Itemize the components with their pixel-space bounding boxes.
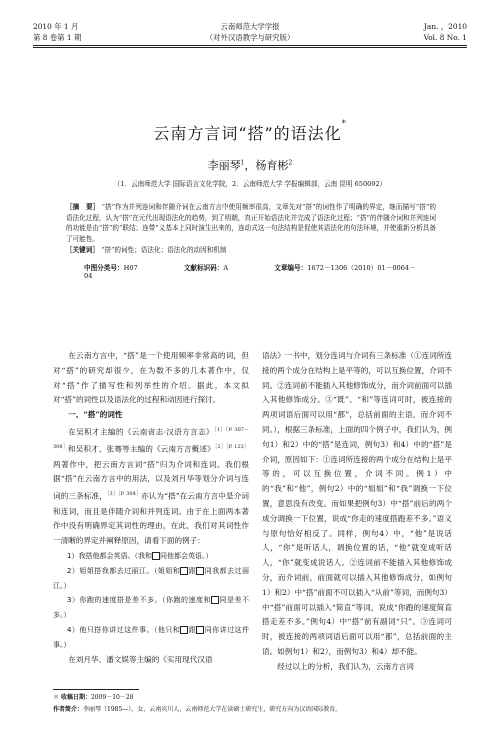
text-run: 两著作中，把云南方言词“搭”归为介词和连词。我们根据“搭”在云南方言中的用法，以及刘月华等划分介词与连词的三条标准， <box>53 459 249 501</box>
text-run: 亦认为“搭”在云南方言中是介词和连词，而且是伴随介词和并列连词。由于在上面两本著作中没有明确界定其词性的理由，在此，我们对其词性作一清晰的界定并阐释原因，请看下面的例子： <box>53 491 249 546</box>
body-paragraph-continued: 在刘月华、潘文娱等主编的《实用现代汉语 <box>68 654 213 664</box>
article-title <box>0 121 500 144</box>
text-run: 在吴积才主编的《云南省志·汉语方言志》 <box>68 427 214 437</box>
affiliation: （1．云南师范大学 国际语言文化学院，2．云南师范大学 学报编辑部，云南 昆明 650092） <box>113 180 387 188</box>
text-run: 跟 <box>188 625 197 634</box>
abstract-label: ［摘 要］ <box>66 203 100 211</box>
left-column <box>53 349 249 667</box>
box-glyph <box>152 552 160 560</box>
journal-name: 云南师范大学学报 <box>220 22 280 31</box>
author-1-affil: 1 <box>240 159 245 167</box>
text-run: 同是差不多。） <box>53 596 250 620</box>
text-run: 和吴积才、张骞等主编的《云南方言概述》 <box>67 444 215 454</box>
journal-edition: （对外汉语教学与研究版） <box>205 32 295 42</box>
body-paragraph <box>53 423 249 549</box>
header-rule-thin <box>33 47 467 48</box>
author-bio: 李丽琴（1985—），女，云南宾川人，云南师范大学在读硕士研究生，研究方向为汉语国际教育。 <box>83 706 342 713</box>
text-run: 同他都会英语。） <box>159 551 213 560</box>
author-separator: ， <box>244 159 256 172</box>
received-date: 2009－10－28 <box>90 694 134 701</box>
footnote-author <box>53 705 473 715</box>
keywords: “搭”的词性；语法化；语法化的动因和机制 <box>101 245 227 254</box>
clc-number: H07 <box>123 264 138 272</box>
section-heading: 一、“搭”的词性 <box>68 410 123 420</box>
author-bio-label: 作者简介： <box>53 706 84 713</box>
footnote-rule <box>53 689 139 690</box>
example-2 <box>53 564 249 594</box>
text-run: 1）我搭他都会英语。（我和 <box>67 551 152 560</box>
citation: ［2］［P. 123］ <box>214 444 249 451</box>
title-footnote-marker: * <box>341 119 347 128</box>
text-run: 2）姐姐搭我都去过丽江。（姐姐和 <box>67 566 181 575</box>
box-glyph <box>211 596 219 604</box>
text-run: 3）你跑的速度搭是差不多。（你跑的速度和 <box>67 596 211 605</box>
doc-code: A <box>223 264 229 272</box>
citation: ［1］［P. 307－308］ <box>53 426 249 451</box>
footnote-received <box>53 693 473 703</box>
doc-code-label: 文献标识码： <box>183 264 224 272</box>
author-line <box>0 157 500 173</box>
header-volume: 第 8 卷第 1 期 <box>33 32 82 42</box>
author-1: 李丽琴 <box>207 159 241 172</box>
text-run: 同你讲过这件事。） <box>53 625 249 649</box>
abstract-text: “搭”作为并列连词和伴随介词在云南方言中使用频率很高，文章先对“搭”的词性作了明确的界定，继而描写“搭”的语法化过程，认为“搭”在元代出现语法化的趋势，到了明朝，真正开始语法化并完成了语法化过程；“搭”的伴随介词和并列连词的功能是由“搭”的“联结；连带”义基本上同时演生出来的，连动式这一句法结构是促使其语法化的句法环境，并使重新分析具备了可能性。 <box>66 203 436 244</box>
intro-paragraph: 在云南方言中，“搭”是一个使用频率非常高的词，但对“搭”的研究却很少，在为数不多的几本著作中，仅对“搭”作了描写性和列举性的介绍。据此，本文拟对“搭”的词性以及语法化的过程和动因进行探讨。 <box>53 351 249 405</box>
example-1 <box>53 549 249 564</box>
right-column <box>262 349 452 675</box>
header-date-en: Jan. ，2010 <box>423 22 467 31</box>
abstract <box>66 202 436 256</box>
header-rule-thick <box>33 45 467 46</box>
title-text: 云南方言词“搭”的语法化 <box>153 124 342 143</box>
text-run: 4）他只搭你讲过这件事。（他只和 <box>67 625 181 634</box>
example-3 <box>53 593 249 623</box>
article-number-label: 文章编号： <box>274 264 308 272</box>
received-label: 收稿日期： <box>60 694 91 701</box>
running-header <box>0 20 500 62</box>
clc-label: 中图分类号： <box>84 264 124 272</box>
classification-line <box>84 262 434 280</box>
header-date: 2010 年 1 月 <box>33 22 79 31</box>
analysis-paragraph: 语法》一书中，划分连词与介词有三条标准（①连词所连接的两个成分在结构上是平等的，可以互换位置，介词不同。②连词前不能插入其他修饰成分，而介词前面可以插入其他修饰成分。③“既”、“和”等连词可时，被连接的两项词语后面可以用“都”，总括前面的主语，而介词不同。），根据三条标准，上面的四个例子中，我们认为，例句1）和2）中的“搭”是连词，例句3）和4）中的“搭”是介词，原因如下：①连词所连接的两个成分在结构上是平等的，可以互换位置，介词不同。例1）中的“我”和“他”，例句2）中的“姐姐”和“我”调换一下位置，意思没有改变。而如果把例句3）中“搭”前后的两个成分调换一下位置，说成“你走的速度搭跑差不多。”语义与原句恰好相反了。同样，例句4）中，“他”是说话人，“你”是听话人，调换位置的话，“他”就变成听话人，“你”就变成说话人。②连词前不能插入其他修饰成分，而介词前，前面就可以插入其他修饰成分，如例句1）和2）中“搭”前面不可以插入“从前”等词，而例句3）中“搭”前面可以插入“简直”等词，说成“你跑的速度简直搭走差不多。”例句4）中“搭”前有副词“只”。③连词可时，被连接的两项词语后面可以用“都”，总括前面的主语。如例句1）和2），而例句3）和4）却不能。 <box>262 351 452 656</box>
keywords-label: ［关键词］ <box>66 245 99 254</box>
header-right <box>424 22 467 43</box>
author-2-affil: 2 <box>288 159 293 167</box>
citation: ［3］［P. 304］ <box>106 491 141 498</box>
conclusion-paragraph-start: 经过以上的分析，我们认为，云南方言词 <box>277 661 414 671</box>
example-4 <box>53 623 249 653</box>
footnote-marker: ＊ <box>53 694 60 701</box>
text-run: 跟 <box>188 566 197 575</box>
header-volume-en: Vol. 8 No. 1 <box>423 32 467 42</box>
author-2: 杨育彬 <box>255 159 289 172</box>
text-run: 同我都去过丽江。） <box>53 566 249 590</box>
article-number: 1672－1306（2010）01－0064－04 <box>84 264 416 280</box>
